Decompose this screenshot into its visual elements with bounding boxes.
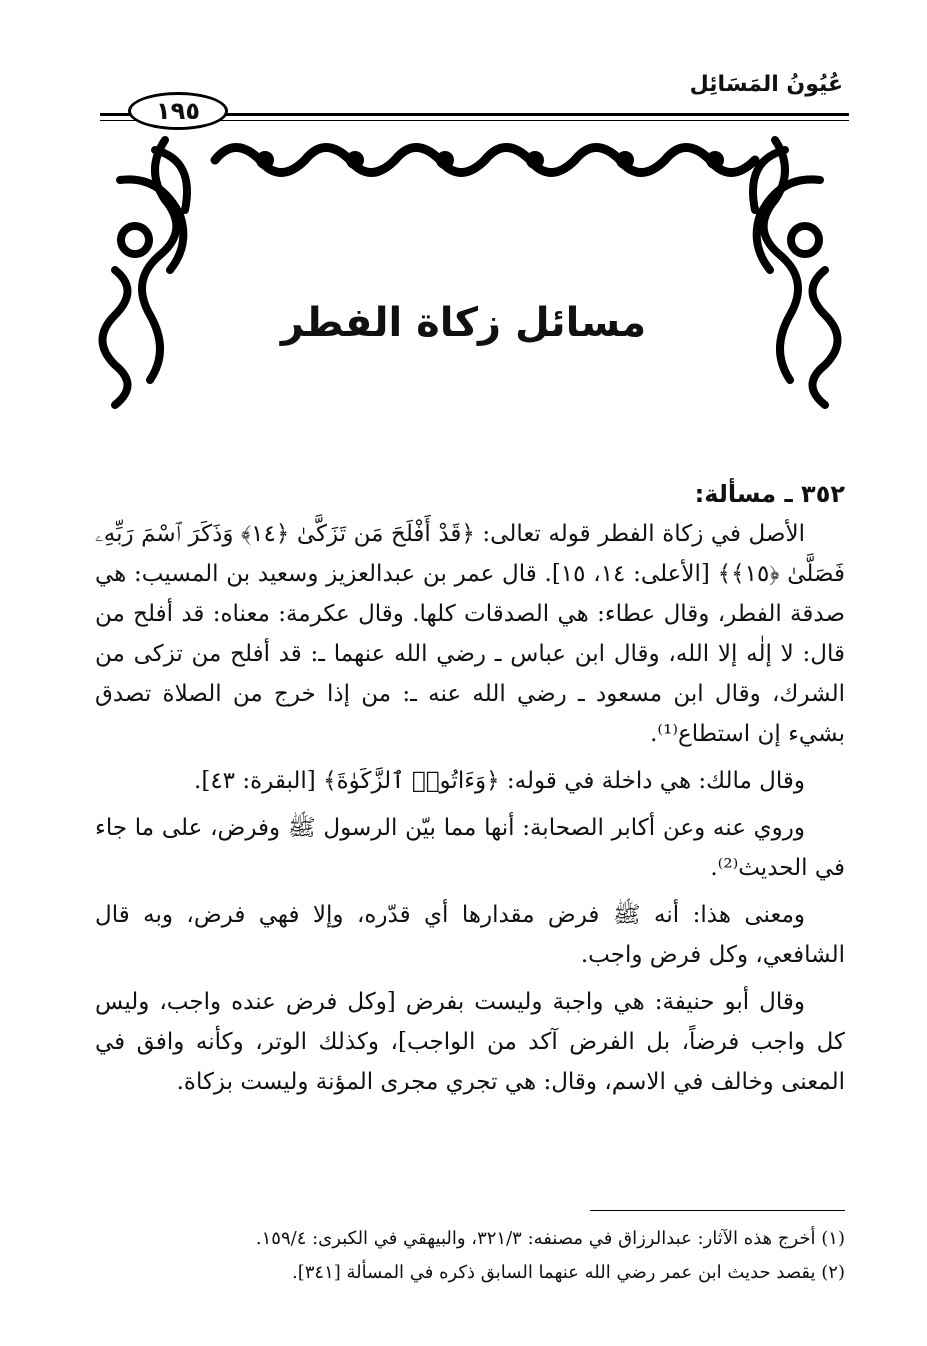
ornament-right-side: [753, 140, 838, 405]
main-text: [95, 480, 845, 1109]
ornament-left-side: [103, 140, 188, 405]
running-head: عُيُونُ المَسَائِل: [689, 72, 843, 97]
paragraph: الأصل في زكاة الفطر قوله تعالى: ﴿قَدْ أَفْلَحَ مَن تَزَكَّىٰ ﴿١٤﴾ وَذَكَرَ ٱسْمَ رَبِّهِۦ فَصَلَّىٰ ﴿١٥﴾﴾ [الأعلى: ١٤، ١٥]. قال عمر بن عبدالعزيز وسعيد بن المسيب: هي صدقة الفطر، وقال عطاء: هي الصدقات كلها. وقال عكرمة: معناه: قد أفلح من قال: لا إلٰه إلا الله، وقال ابن عباس ـ رضي الله عنهما ـ: قد أفلح من تزكى من الشرك، وقال ابن مسعود ـ رضي الله عنه ـ: من إذا خرج من الصلاة تصدق بشيء إن استطاع⁽¹⁾.: [95, 521, 845, 747]
footnotes: [95, 1222, 845, 1290]
ornament-top-band: [215, 148, 755, 173]
footnote: (٢) يقصد حديث ابن عمر رضي الله عنهما السابق ذكره في المسألة [٣٤١].: [291, 1262, 845, 1283]
chapter-ornament-frame: [95, 120, 845, 410]
footnote-divider: [590, 1210, 845, 1211]
paragraph: وروي عنه وعن أكابر الصحابة: أنها مما بيّن الرسول ﷺ وفرض، على ما جاء في الحديث⁽²⁾.: [95, 815, 845, 881]
issue-heading: ٣٥٢ ـ مسألة:: [694, 480, 845, 508]
paragraph: ومعنى هذا: أنه ﷺ فرض مقدارها أي قدّره، وإلا فهي فرض، وبه قال الشافعي، وكل فرض واجب.: [95, 902, 845, 968]
footnote: (١) أخرج هذه الآثار: عبدالرزاق في مصنفه: ٣٢١/٣، والبيهقي في الكبرى: ١٥٩/٤.: [255, 1228, 845, 1249]
chapter-title: مسائل زكاة الفطر: [280, 300, 647, 346]
page-number: ١٩٥: [128, 92, 228, 130]
paragraph: وقال مالك: هي داخلة في قوله: ﴿وَءَاتُوا۟ ٱلزَّكَوٰةَ﴾ [البقرة: ٤٣].: [194, 768, 805, 794]
paragraph: وقال أبو حنيفة: هي واجبة وليست بفرض [وكل فرض عنده واجب، وليس كل واجب فرضاً، بل الفرض آكد من الواجب]، وكذلك الوتر، وكأنه وافق في المعنى وخالف في الاسم، وقال: هي تجري مجرى المؤنة وليست بزكاة.: [95, 989, 845, 1095]
